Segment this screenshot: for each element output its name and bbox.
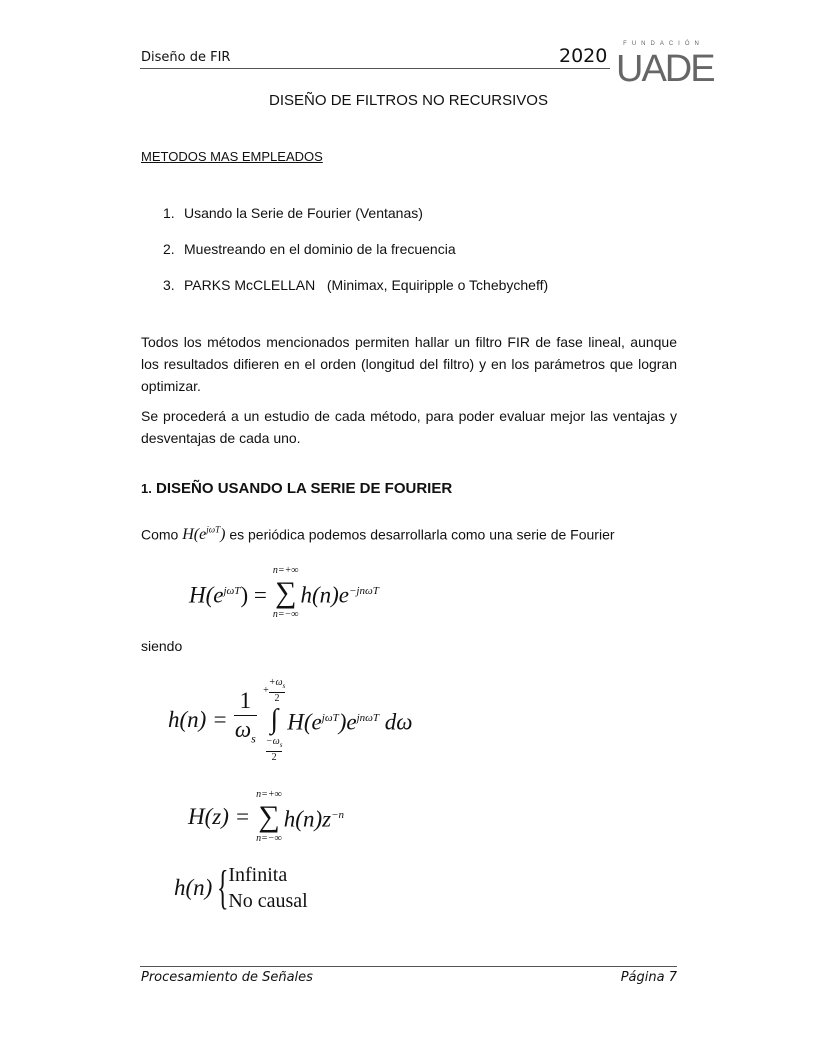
formula-exp: jωT (206, 525, 221, 535)
sum-block (256, 789, 282, 845)
list-text: Usando la Serie de Fourier (Ventanas) (184, 205, 423, 221)
siendo-text: siendo (141, 638, 183, 654)
footer-rule (140, 966, 677, 967)
formula-hn-cases (174, 858, 308, 918)
section-title: DISEÑO USANDO LA SERIE DE FOURIER (156, 480, 453, 497)
footer-course: Procesamiento de Señales (141, 970, 313, 985)
sum-icon: ∑ (258, 800, 280, 833)
list-item (163, 238, 456, 260)
section-heading (141, 480, 452, 497)
list-text: PARKS McCLELLAN (Minimax, Equiripple o Tchebycheff) (184, 277, 549, 293)
logo-uade: UADE (616, 48, 714, 90)
formula-z-transform (188, 786, 344, 848)
paragraph-study: Se procederá a un estudio de cada método, para poder evaluar mejor las ventajas y desventajas de cada uno. (141, 408, 677, 446)
formula-lhs: $H(e^{j\omega T})$ = (189, 582, 267, 608)
list-number: 3. (163, 277, 175, 293)
fraction-numerator: 1 (234, 687, 258, 716)
logo-fundacion: FUNDACIÓN (623, 41, 704, 47)
footer-page-number: Página 7 (620, 970, 677, 985)
sum-lower: n=−∞ (272, 609, 299, 620)
case-no-causal: No causal (228, 890, 308, 912)
sum-lower: n=−∞ (256, 833, 282, 844)
brace-icon: { (217, 861, 229, 914)
list-number: 2. (163, 241, 175, 257)
formula-lhs: h(n) (174, 875, 213, 900)
case-infinita: Infinita (228, 864, 288, 886)
sum-upper: n=+∞ (272, 565, 299, 576)
formula-fourier-series (189, 562, 379, 624)
header-doc-title: Diseño de FIR (141, 50, 231, 65)
header-rule (140, 68, 610, 69)
formula-rhs: $h(n)z^{-n}$ (283, 806, 344, 832)
como-text: Como (141, 526, 179, 543)
list-text: Muestreando en el dominio de la frecuencia (184, 241, 456, 257)
cases (228, 862, 307, 914)
paragraph-methods: Todos los métodos mencionados permiten hallar un filtro FIR de fase lineal, aunque los resultados difieren en el orden (longitud del filtro) y en los parámetros que logran optimizar. (141, 334, 677, 394)
formula-part: ) (220, 526, 226, 544)
integral-upper: + $\frac{+\omega_s}{2}$ (263, 677, 286, 704)
integrand: $H(e^{j\omega T})e^{jn\omega T}$ dω (287, 709, 413, 735)
formula-rhs: $h(n)e^{-jn\omega T}$ (300, 582, 379, 608)
sum-block (273, 565, 299, 621)
integral-icon: ∫ (270, 704, 279, 735)
list-item (163, 274, 548, 296)
section-number: 1. (141, 481, 152, 496)
fraction-denominator: $\omega_s$ (234, 717, 256, 746)
sum-icon: ∑ (274, 576, 297, 609)
integral-block (263, 677, 285, 763)
fraction (234, 687, 258, 753)
uade-logo (616, 40, 714, 90)
sum-upper: n=+∞ (256, 789, 282, 800)
formula-lhs: H(z) = (188, 804, 251, 829)
header-year: 2020 (559, 45, 608, 67)
como-line (141, 519, 615, 546)
formula-inverse-transform (168, 672, 413, 768)
list-item (163, 202, 423, 224)
integral-lower: $-\omega_s$ 2 (265, 736, 283, 763)
list-number: 1. (163, 205, 175, 221)
formula-part: H(e (182, 526, 207, 544)
page-title: DISEÑO DE FILTROS NO RECURSIVOS (269, 92, 548, 109)
methods-heading: METODOS MAS EMPLEADOS (141, 149, 323, 164)
inline-formula (182, 526, 225, 543)
como-rest: es periódica podemos desarrollarla como una serie de Fourier (229, 526, 615, 543)
formula-lhs: h(n) = (168, 707, 228, 732)
